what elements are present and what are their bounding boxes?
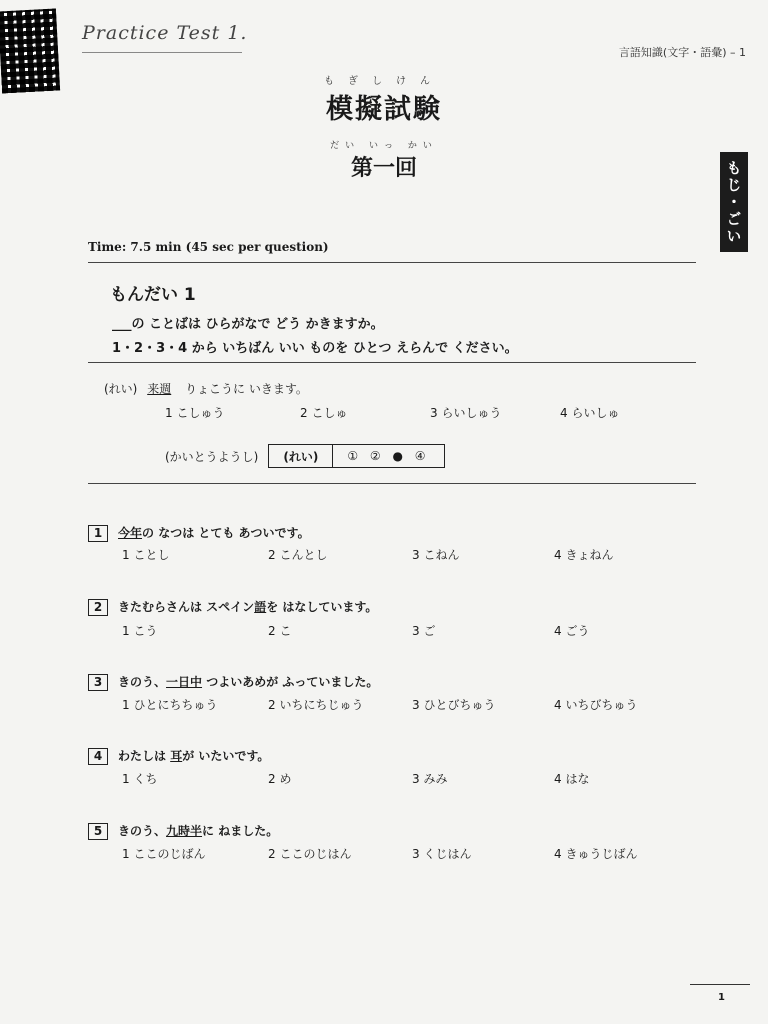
example-label: (れい) xyxy=(104,382,138,396)
handwritten-underline xyxy=(82,52,242,53)
option: 3 こねん xyxy=(412,548,460,562)
section-tab: もじ・ごい xyxy=(720,152,748,252)
option: 4 ごう xyxy=(554,624,590,638)
option: 2 こんとし xyxy=(268,548,328,562)
question-1 xyxy=(88,524,310,542)
question-pre: わたしは xyxy=(118,749,171,763)
title-block xyxy=(0,72,768,182)
section-header: 言語知識(文字・語彙) – 1 xyxy=(618,46,746,59)
footer-rule xyxy=(690,984,750,985)
question-pre: きたむらさんは スペイン xyxy=(118,600,255,614)
option: 1 こう xyxy=(122,624,158,638)
example-option: 4 らいしゅ xyxy=(560,406,620,420)
answer-box xyxy=(268,444,444,468)
option: 4 はな xyxy=(554,772,590,786)
question-number: 3 xyxy=(88,674,108,691)
question-5 xyxy=(88,822,278,840)
question-post: を はなしています。 xyxy=(266,600,378,614)
option: 2 ここのじはん xyxy=(268,847,352,861)
handwritten-note: Practice Test 1. xyxy=(82,22,248,44)
question-2 xyxy=(88,598,377,616)
option: 4 きゅうじばん xyxy=(554,847,638,861)
question-underlined-word: 耳 xyxy=(170,749,183,763)
option: 3 ひとびちゅう xyxy=(412,698,496,712)
divider xyxy=(88,362,696,363)
option: 3 みみ xyxy=(412,772,448,786)
question-post: つよいあめが ふっていました。 xyxy=(202,675,379,689)
example-option: 3 らいしゅう xyxy=(430,406,502,420)
question-number: 4 xyxy=(88,748,108,765)
example-option: 1 こしゅう xyxy=(165,406,225,420)
question-post: が いたいです。 xyxy=(182,749,270,763)
option: 2 め xyxy=(268,772,292,786)
example-option: 2 こしゅ xyxy=(300,406,348,420)
option: 2 こ xyxy=(268,624,292,638)
option: 4 きょねん xyxy=(554,548,614,562)
example-sentence xyxy=(104,380,308,397)
answer-sheet-example xyxy=(165,444,445,468)
answer-bubbles: ① ② ● ④ xyxy=(347,449,430,463)
page-number: 1 xyxy=(718,992,725,1003)
time-info: Time: 7.5 min (45 sec per question) xyxy=(88,240,329,254)
example-rest: りょこうに いきます。 xyxy=(185,382,308,396)
question-underlined-word: 今年 xyxy=(118,526,143,540)
option: 1 くち xyxy=(122,772,158,786)
question-underlined-word: 一日中 xyxy=(166,675,203,689)
example-underlined-word: 来週 xyxy=(147,382,172,396)
answer-box-label: (れい) xyxy=(269,445,333,467)
subtitle-ruby: だい いっ かい xyxy=(330,141,438,151)
option: 1 ひとにちちゅう xyxy=(122,698,218,712)
page-subtitle: 第一回 xyxy=(350,156,417,181)
page-title: 模擬試験 xyxy=(326,94,442,125)
option: 3 ご xyxy=(412,624,436,638)
question-number: 1 xyxy=(88,525,108,542)
question-post: に ねました。 xyxy=(202,824,279,838)
question-number: 5 xyxy=(88,823,108,840)
option: 1 ことし xyxy=(122,548,170,562)
divider xyxy=(88,483,696,484)
question-pre: きのう、 xyxy=(118,675,167,689)
option: 1 ここのじばん xyxy=(122,847,206,861)
option: 3 くじはん xyxy=(412,847,472,861)
divider xyxy=(88,262,696,263)
instruction-line-2: 1・2・3・4 から いちばん いい ものを ひとつ えらんで ください。 xyxy=(112,341,518,356)
option: 4 いちびちゅう xyxy=(554,698,638,712)
title-ruby: もぎしけん xyxy=(324,76,444,87)
question-pre: きのう、 xyxy=(118,824,167,838)
question-number: 2 xyxy=(88,599,108,616)
answer-sheet-label: (かいとうようし) xyxy=(165,449,259,464)
question-3 xyxy=(88,673,378,691)
instruction-line-1: ___の ことばは ひらがなで どう かきますか。 xyxy=(112,317,384,332)
question-4 xyxy=(88,747,269,765)
question-underlined-word: 語 xyxy=(254,600,267,614)
mondai-title: もんだい 1 xyxy=(110,285,196,305)
question-post: の なつは とても あついです。 xyxy=(142,526,310,540)
question-underlined-word: 九時半 xyxy=(166,824,203,838)
option: 2 いちにちじゅう xyxy=(268,698,364,712)
